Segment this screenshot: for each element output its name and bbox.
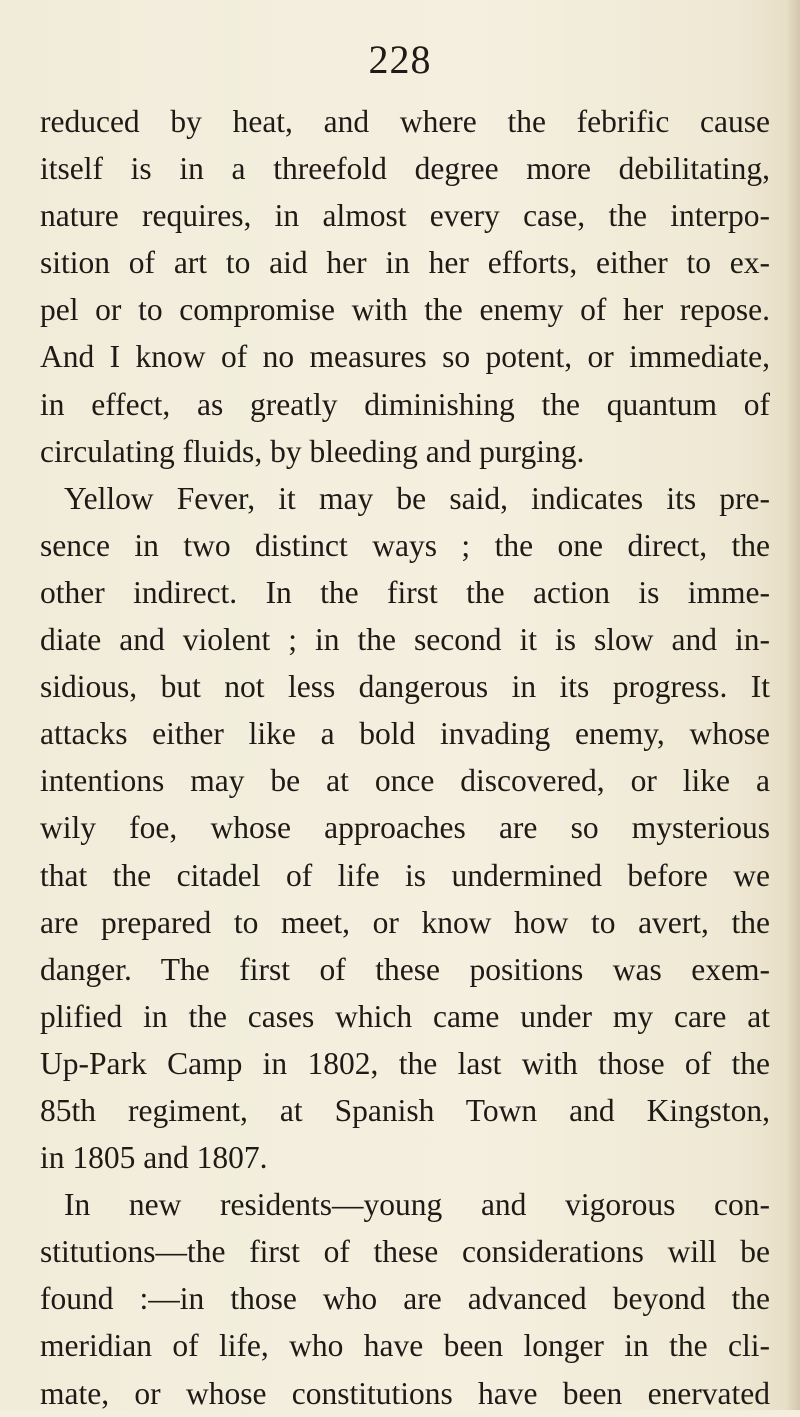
text-line: nature requires, in almost every case, the interpo- <box>40 198 770 234</box>
text-line: Yellow Fever, it may be said, indicates its pre- <box>64 480 770 516</box>
body-text <box>40 98 770 1417</box>
text-line: wily foe, whose approaches are so mysterious <box>40 810 770 846</box>
text-line: danger. The first of these positions was exem- <box>40 951 770 987</box>
text-line: Up-Park Camp in 1802, the last with those of the <box>40 1045 770 1081</box>
text-line: sidious, but not less dangerous in its progress. It <box>40 669 770 705</box>
text-line: that the citadel of life is undermined before we <box>40 857 770 893</box>
page-edge-shadow <box>786 0 800 1410</box>
text-line: mate, or whose constitutions have been enervated <box>40 1375 770 1411</box>
text-line: circulating fluids, by bleeding and purging. <box>40 433 585 469</box>
text-line: 85th regiment, at Spanish Town and Kingston, <box>40 1092 770 1128</box>
text-line: In new residents—young and vigorous con- <box>64 1187 770 1223</box>
text-line: found :—in those who are advanced beyond the <box>40 1281 770 1317</box>
text-line: plified in the cases which came under my care at <box>40 998 770 1034</box>
text-line: reduced by heat, and where the febrific cause <box>40 104 770 139</box>
text-line: attacks either like a bold invading enemy, whose <box>40 716 770 752</box>
text-line: stitutions—the first of these considerations will be <box>40 1234 770 1270</box>
text-line: are prepared to meet, or know how to avert, the <box>40 904 770 940</box>
text-line: in effect, as greatly diminishing the quantum of <box>40 386 770 422</box>
text-line: And I know of no measures so potent, or immediate, <box>40 339 770 375</box>
text-line: meridian of life, who have been longer in the cli- <box>40 1328 770 1364</box>
page-number: 228 <box>368 37 432 82</box>
text-line: sition of art to aid her in her efforts, either to ex- <box>40 245 770 281</box>
text-line: itself is in a threefold degree more debilitating, <box>40 151 770 187</box>
text-line: sence in two distinct ways ; the one direct, the <box>40 527 770 563</box>
text-line: in 1805 and 1807. <box>40 1140 268 1176</box>
text-line: diate and violent ; in the second it is slow and in- <box>40 622 770 658</box>
text-line: pel or to compromise with the enemy of her repose. <box>40 292 770 328</box>
text-line: intentions may be at once discovered, or like a <box>40 763 770 799</box>
text-line: other indirect. In the first the action is imme- <box>40 574 770 610</box>
